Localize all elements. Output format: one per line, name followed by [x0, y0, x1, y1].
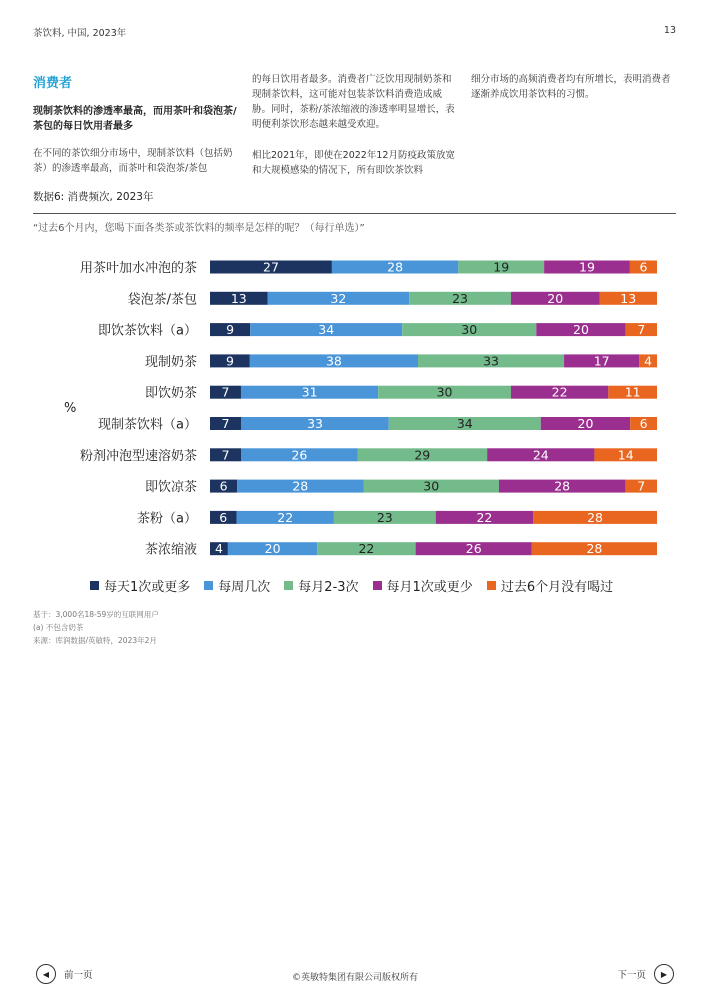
data-label: 6: [639, 259, 648, 275]
data-label: 33: [483, 353, 499, 369]
data-label: 30: [423, 478, 440, 494]
survey-question: “过去6个月内，您喝下面各类茶或茶饮料的频率是怎样的呢？（每行单选）”: [33, 223, 365, 234]
data-label: 20: [547, 290, 564, 306]
data-label: 17: [593, 353, 610, 369]
data-label: 4: [214, 541, 223, 557]
legend-item: [284, 576, 358, 595]
data-label: 13: [230, 290, 247, 306]
data-label: 6: [219, 478, 228, 494]
data-label: 28: [387, 259, 404, 275]
data-label: 26: [465, 541, 482, 557]
data-label: 38: [325, 353, 342, 369]
data-label: 28: [292, 478, 309, 494]
data-label: 24: [532, 447, 549, 463]
data-label: 20: [264, 541, 281, 557]
legend-swatch: [487, 581, 496, 590]
data-label: 6: [639, 416, 648, 431]
copyright: ©英敏特集团有限公司版权所有: [291, 973, 418, 983]
data-label: 11: [624, 384, 641, 400]
data-label: 23: [376, 509, 393, 525]
legend-swatch: [373, 581, 382, 590]
legend-swatch: [284, 581, 293, 590]
base-note: 基于：3,000名18-59岁的互联网用户: [33, 610, 159, 619]
column1-paragraph: 在不同的茶饮细分市场中，现制茶饮料（包括奶茶）的渗透率最高，而茶叶和袋泡茶/茶包: [33, 148, 233, 174]
category-label: 现制奶茶: [144, 354, 197, 370]
data-label: 9: [225, 353, 234, 369]
category-label: 袋泡茶/茶包: [127, 292, 197, 308]
legend-swatch: [204, 581, 213, 590]
data-label: 28: [586, 541, 603, 557]
data-label: 19: [493, 259, 510, 275]
data-label: 22: [476, 509, 493, 525]
prev-arrow-icon: ◀: [36, 964, 56, 984]
page-number: 13: [663, 25, 676, 36]
data-label: 29: [414, 447, 431, 463]
data-label: 32: [330, 290, 347, 306]
legend-item: [487, 576, 613, 595]
data-label: 34: [318, 322, 335, 338]
next-page-label: 下一页: [617, 970, 646, 981]
data-label: 19: [579, 259, 595, 275]
category-label: 茶浓缩液: [144, 542, 197, 558]
data-label: 22: [358, 541, 375, 557]
figure-divider: [33, 213, 676, 214]
data-label: 7: [637, 322, 646, 338]
column2-paragraph1: 的每日饮用者最多。消费者广泛饮用现制奶茶和现制茶饮料，这可能对包装茶饮料消费造成威胁。同时，茶粉/茶浓缩液的渗透率明显增长，表明便利茶饮形态越来越受欢迎。: [252, 74, 455, 130]
category-label: 用茶叶加水冲泡的茶: [79, 261, 197, 276]
legend-label: 每周几次: [218, 580, 271, 595]
data-label: 20: [573, 322, 589, 338]
data-label: 7: [221, 416, 230, 431]
data-label: 20: [577, 416, 594, 431]
next-page-link[interactable]: [617, 964, 674, 984]
prev-page-label: 前一页: [64, 970, 93, 981]
report-header: 茶饮料, 中国, 2023年: [33, 28, 127, 39]
legend-label: 每月1次或更少: [386, 580, 473, 595]
source-note: 来源：库润数据/英敏特，2023年2月: [33, 636, 157, 645]
data-label: 30: [436, 384, 453, 400]
column2-paragraph2: 相比2021年，即使在2022年12月防疫政策放宽和大规模感染的情况下，所有即饮茶饮料: [252, 150, 455, 176]
data-label: 4: [644, 353, 653, 369]
footnote-a: (a) 不包含奶茶: [33, 623, 84, 632]
section-title: 消费者: [33, 76, 73, 91]
category-label: 即饮茶饮料（a）: [98, 323, 197, 339]
legend-item: [90, 576, 190, 595]
data-label: 13: [620, 290, 637, 306]
column3-paragraph: 细分市场的高频消费者均有所增长，表明消费者逐渐养成饮用茶饮料的习惯。: [471, 74, 671, 100]
next-arrow-icon: ▶: [654, 964, 674, 984]
data-label: 26: [291, 447, 308, 463]
y-axis-label: %: [64, 401, 77, 416]
figure-title: 数据6: 消费频次, 2023年: [33, 191, 154, 203]
data-label: 7: [221, 447, 230, 463]
data-label: 22: [277, 509, 294, 525]
data-label: 28: [587, 509, 603, 525]
section-subtitle: 现制茶饮料的渗透率最高，而用茶叶和袋泡茶/茶包的每日饮用者最多: [33, 106, 237, 132]
data-label: 31: [301, 384, 318, 400]
legend-label: 每月2-3次: [298, 580, 359, 595]
legend-item: [204, 576, 270, 595]
category-label: 粉剂冲泡型速溶奶茶: [79, 448, 197, 464]
legend-label: 每天1次或更多: [104, 580, 191, 595]
data-label: 30: [461, 322, 478, 338]
data-label: 27: [263, 259, 279, 275]
data-label: 33: [307, 416, 323, 431]
frequency-stacked-bar-chart: [0, 240, 710, 570]
data-label: 9: [226, 322, 235, 338]
data-label: 22: [551, 384, 568, 400]
data-label: 7: [221, 384, 230, 400]
data-label: 6: [219, 509, 228, 525]
legend-swatch: [90, 581, 99, 590]
chart-legend: [90, 576, 613, 595]
category-label: 现制茶饮料（a）: [98, 417, 197, 433]
data-label: 14: [617, 447, 634, 463]
data-label: 34: [456, 416, 473, 431]
category-label: 即饮奶茶: [144, 386, 197, 402]
legend-label: 过去6个月没有喝过: [500, 580, 614, 595]
data-label: 28: [554, 478, 571, 494]
legend-item: [373, 576, 473, 595]
data-label: 7: [637, 478, 646, 494]
category-label: 茶粉（a）: [137, 511, 197, 527]
data-label: 23: [452, 290, 469, 306]
category-label: 即饮凉茶: [144, 480, 197, 496]
